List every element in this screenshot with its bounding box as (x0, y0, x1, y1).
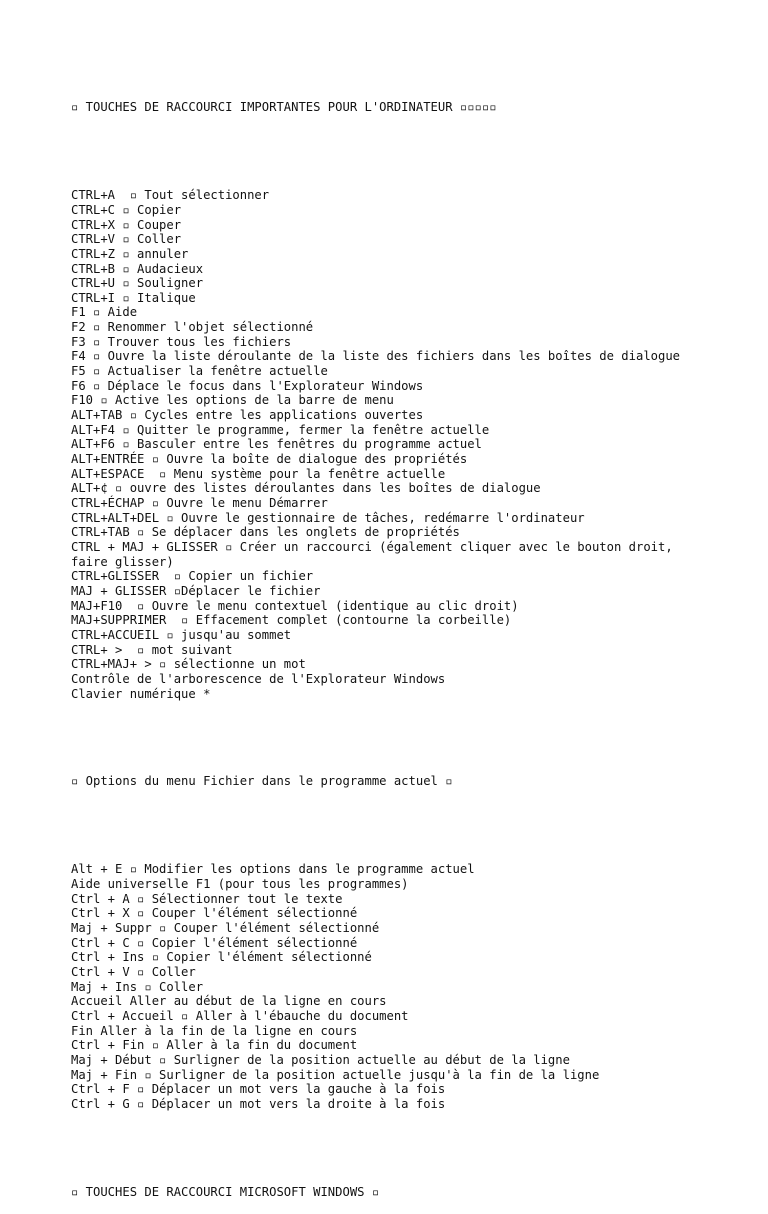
shortcut-line: CTRL+TAB ▫ Se déplacer dans les onglets de propriétés (71, 525, 460, 540)
shortcut-line: Clavier numérique * (71, 686, 211, 701)
shortcut-line: Maj + Suppr ▫ Couper l'élément sélectionné (71, 921, 380, 936)
shortcut-line: Ctrl + Accueil ▫ Aller à l'ébauche du document (71, 1008, 409, 1023)
shortcut-line: F2 ▫ Renommer l'objet sélectionné (71, 320, 314, 335)
shortcut-line: Maj + Ins ▫ Coller (71, 979, 204, 994)
document-page (71, 71, 761, 1214)
section-2-list (71, 862, 761, 1111)
shortcut-line: MAJ+F10 ▫ Ouvre le menu contextuel (identique au clic droit) (71, 598, 519, 613)
shortcut-line: CTRL+ÉCHAP ▫ Ouvre le menu Démarrer (71, 496, 328, 511)
shortcut-line: CTRL+B ▫ Audacieux (71, 261, 204, 276)
shortcut-line: CTRL+ > ▫ mot suivant (71, 642, 233, 657)
shortcut-line: faire glisser) (71, 554, 174, 569)
shortcut-line: CTRL+U ▫ Souligner (71, 276, 204, 291)
heading-shortcut-keys: ▫ TOUCHES DE RACCOURCI IMPORTANTES POUR L'ORDINATEUR ▫▫▫▫▫ (71, 100, 497, 115)
shortcut-line: CTRL+A ▫ Tout sélectionner (71, 188, 270, 203)
shortcut-line: Ctrl + V ▫ Coller (71, 964, 196, 979)
shortcut-line: Alt + E ▫ Modifier les options dans le programme actuel (71, 862, 475, 877)
shortcut-line: Maj + Fin ▫ Surligner de la position actuelle jusqu'à la fin de la ligne (71, 1067, 600, 1082)
shortcut-line: Ctrl + A ▫ Sélectionner tout le texte (71, 891, 343, 906)
shortcut-line: F4 ▫ Ouvre la liste déroulante de la liste des fichiers dans les boîtes de dialogue (71, 349, 681, 364)
shortcut-line: CTRL+X ▫ Couper (71, 217, 182, 232)
shortcut-line: ALT+F6 ▫ Basculer entre les fenêtres du programme actuel (71, 437, 482, 452)
shortcut-line: F3 ▫ Trouver tous les fichiers (71, 334, 292, 349)
spacer (71, 731, 761, 746)
spacer (71, 1141, 761, 1156)
shortcut-line: F6 ▫ Déplace le focus dans l'Explorateur Windows (71, 378, 424, 393)
shortcut-line: Ctrl + C ▫ Copier l'élément sélectionné (71, 935, 358, 950)
section-1-list (71, 188, 761, 701)
spacer (71, 144, 761, 159)
shortcut-line: ALT+ESPACE ▫ Menu système pour la fenêtre actuelle (71, 466, 446, 481)
shortcut-line: F1 ▫ Aide (71, 305, 138, 320)
shortcut-line: ALT+TAB ▫ Cycles entre les applications ouvertes (71, 408, 424, 423)
shortcut-line: Ctrl + X ▫ Couper l'élément sélectionné (71, 906, 358, 921)
shortcut-line: Ctrl + F ▫ Déplacer un mot vers la gauche à la fois (71, 1082, 446, 1097)
shortcut-line: Fin Aller à la fin de la ligne en cours (71, 1023, 358, 1038)
spacer (71, 818, 761, 833)
shortcut-line: F10 ▫ Active les options de la barre de menu (71, 393, 394, 408)
shortcut-line: CTRL+GLISSER ▫ Copier un fichier (71, 569, 314, 584)
shortcut-line: CTRL+ALT+DEL ▫ Ouvre le gestionnaire de tâches, redémarre l'ordinateur (71, 510, 585, 525)
shortcut-line: ALT+¢ ▫ ouvre des listes déroulantes dans les boîtes de dialogue (71, 481, 541, 496)
shortcut-line: CTRL + MAJ + GLISSER ▫ Créer un raccourci (également cliquer avec le bouton droit, (71, 539, 673, 554)
shortcut-line: Aide universelle F1 (pour tous les programmes) (71, 877, 409, 892)
shortcut-line: MAJ + GLISSER ▫Déplacer le fichier (71, 583, 321, 598)
shortcut-line: Ctrl + Ins ▫ Copier l'élément sélectionné (71, 950, 372, 965)
shortcut-line: Ctrl + Fin ▫ Aller à la fin du document (71, 1038, 358, 1053)
heading-windows-shortcuts: ▫ TOUCHES DE RACCOURCI MICROSOFT WINDOWS ▫ (71, 1184, 380, 1199)
shortcut-line: Accueil Aller au début de la ligne en cours (71, 994, 387, 1009)
shortcut-line: CTRL+C ▫ Copier (71, 202, 182, 217)
shortcut-line: ALT+ENTRÉE ▫ Ouvre la boîte de dialogue des propriétés (71, 452, 468, 467)
shortcut-line: Contrôle de l'arborescence de l'Explorateur Windows (71, 671, 446, 686)
shortcut-line: CTRL+I ▫ Italique (71, 290, 196, 305)
shortcut-line: ALT+F4 ▫ Quitter le programme, fermer la fenêtre actuelle (71, 422, 490, 437)
shortcut-line: CTRL+MAJ+ > ▫ sélectionne un mot (71, 657, 306, 672)
heading-file-menu-options: ▫ Options du menu Fichier dans le programme actuel ▫ (71, 774, 453, 789)
shortcut-line: Maj + Début ▫ Surligner de la position actuelle au début de la ligne (71, 1052, 570, 1067)
shortcut-line: CTRL+V ▫ Coller (71, 232, 182, 247)
shortcut-line: Ctrl + G ▫ Déplacer un mot vers la droite à la fois (71, 1096, 446, 1111)
shortcut-line: MAJ+SUPPRIMER ▫ Effacement complet (contourne la corbeille) (71, 613, 512, 628)
shortcut-line: CTRL+ACCUEIL ▫ jusqu'au sommet (71, 627, 292, 642)
shortcut-line: CTRL+Z ▫ annuler (71, 246, 189, 261)
shortcut-line: F5 ▫ Actualiser la fenêtre actuelle (71, 364, 328, 379)
